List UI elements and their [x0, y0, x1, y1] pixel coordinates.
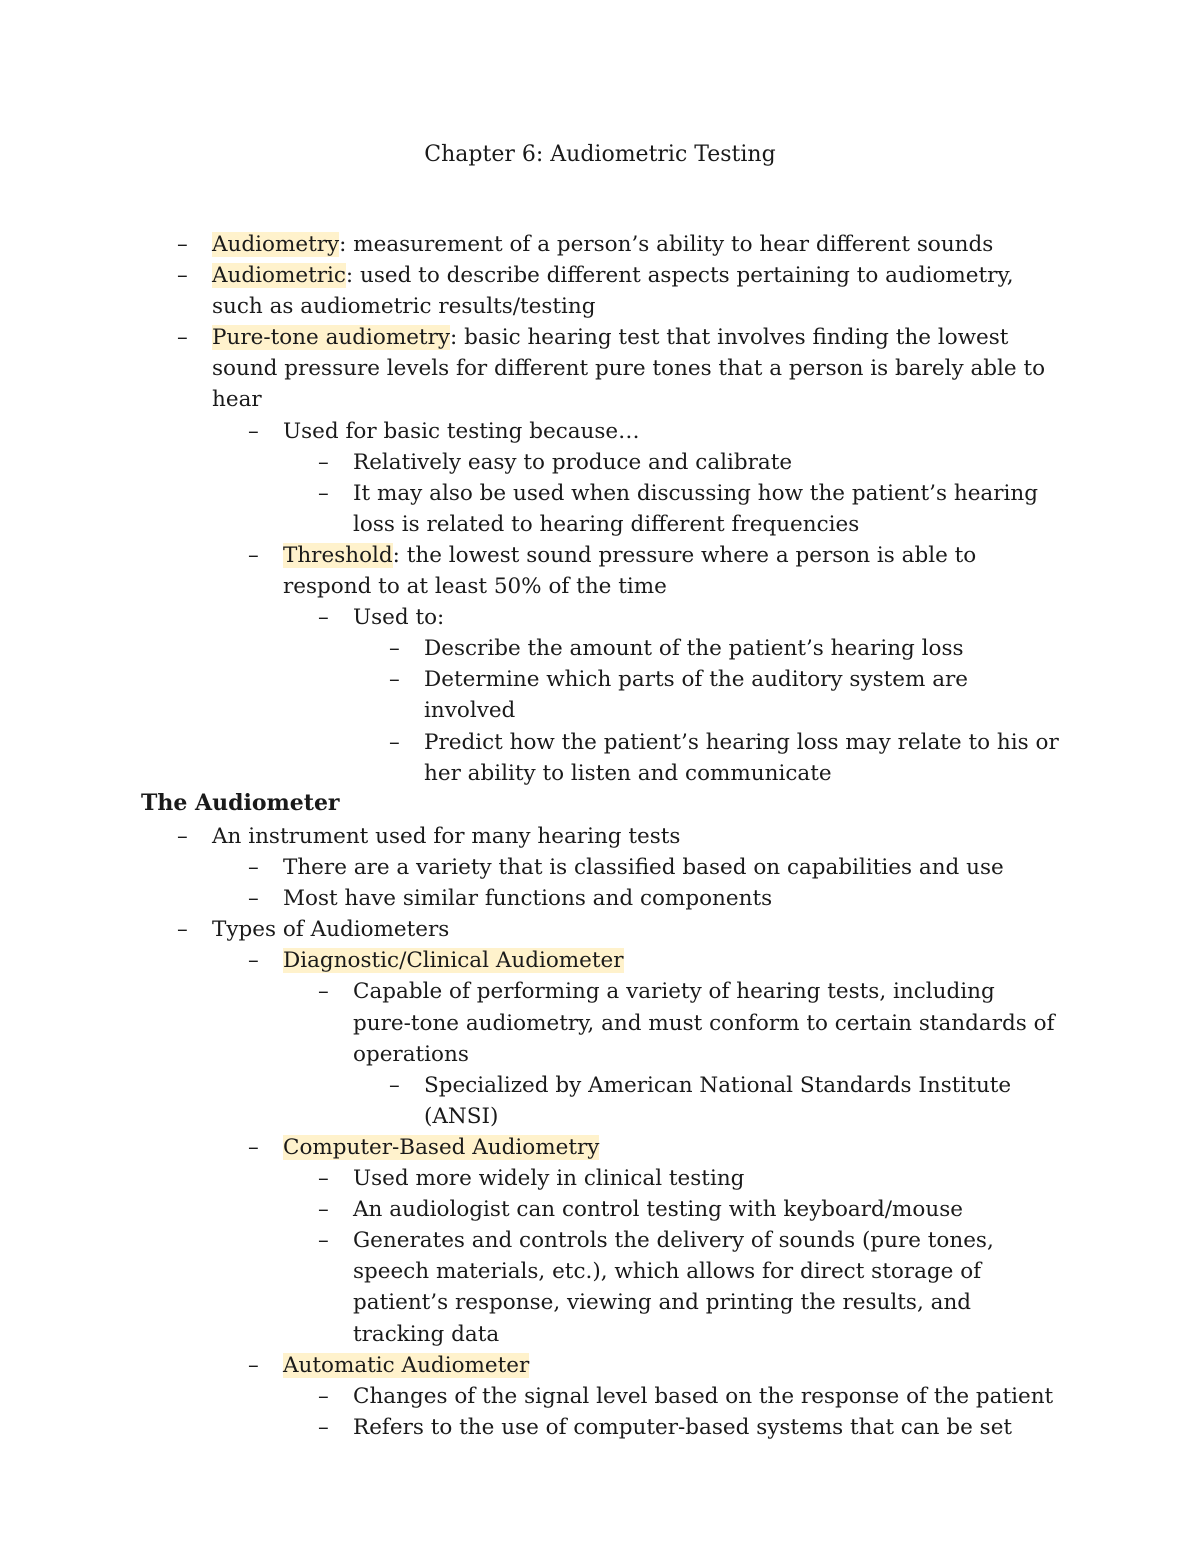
list-item [0, 416, 1200, 447]
list-dash: – [248, 1352, 259, 1378]
list-item [0, 1225, 1200, 1349]
list-item [0, 260, 1200, 322]
list-dash: – [318, 449, 329, 475]
list-dash: – [177, 917, 188, 943]
list-dash: – [389, 729, 400, 755]
highlighted-term: Audiometry [212, 232, 340, 257]
list-dash: – [318, 1383, 329, 1409]
list-item-text: Most have similar functions and components [283, 886, 773, 912]
list-item [0, 852, 1200, 883]
list-item [0, 664, 1200, 726]
highlighted-term: Diagnostic/Clinical Audiometer [283, 948, 624, 974]
list-item [0, 1412, 1200, 1443]
list-dash: – [389, 667, 400, 693]
list-item-text: Refers to the use of computer-based systems that can be set [353, 1414, 1013, 1440]
definition-text: : measurement of a person’s ability to hear different sounds [339, 232, 994, 257]
list-item [0, 727, 1200, 789]
list-dash: – [248, 542, 259, 568]
highlighted-term: Computer-Based Audiometry [283, 1134, 600, 1160]
list-dash: – [248, 948, 259, 974]
section-heading: The Audiometer [141, 790, 340, 816]
highlighted-term: Threshold [283, 542, 393, 568]
list-item [0, 602, 1200, 633]
audiometer-list [0, 821, 1200, 1443]
list-item-text: It may also be used when discussing how the patient’s hearing loss is related to hearing different frequencies [353, 480, 1039, 537]
list-item-text: Capable of performing a variety of hearing tests, including pure-tone audiometry, and must conform to certain standards of operations [353, 979, 1055, 1067]
list-item-text: Used more widely in clinical testing [353, 1166, 745, 1192]
highlighted-term: Pure-tone audiometry [212, 325, 450, 351]
list-dash: – [318, 1228, 329, 1254]
list-item-text: An instrument used for many hearing tests [212, 824, 681, 849]
list-item [0, 322, 1200, 415]
list-item [0, 478, 1200, 540]
list-item [0, 633, 1200, 664]
definition-text: : basic hearing test that involves finding the lowest sound pressure levels for different pure tones that a person is barely able to hear [212, 325, 1046, 413]
list-item [0, 1350, 1200, 1381]
list-item-text: Describe the amount of the patient’s hearing loss [424, 636, 964, 662]
list-dash: – [248, 886, 259, 912]
list-item [0, 976, 1200, 1069]
list-item [0, 883, 1200, 914]
list-item [0, 1381, 1200, 1412]
highlighted-term: Automatic Audiometer [283, 1352, 530, 1378]
page-title: Chapter 6: Audiometric Testing [424, 142, 776, 167]
list-item [0, 945, 1200, 976]
list-dash: – [318, 1166, 329, 1192]
list-item-text: Used to: [353, 605, 445, 631]
list-item [0, 1132, 1200, 1163]
list-dash: – [177, 824, 188, 849]
list-item [0, 1070, 1200, 1132]
list-dash: – [318, 1197, 329, 1223]
list-dash: – [248, 418, 259, 444]
list-item-text: Relatively easy to produce and calibrate [353, 449, 793, 475]
list-dash: – [177, 325, 188, 351]
list-item-text: An audiologist can control testing with keyboard/mouse [353, 1197, 963, 1223]
list-item [0, 1194, 1200, 1225]
list-item [0, 914, 1200, 945]
list-item-text: Changes of the signal level based on the response of the patient [353, 1383, 1054, 1409]
list-dash: – [177, 263, 188, 289]
list-item-text: There are a variety that is classified based on capabilities and use [283, 855, 1004, 881]
list-item-text: Generates and controls the delivery of sounds (pure tones, speech materials, etc.), which allows for direct storage of patient’s response, viewing and printing the results, and tracking data [353, 1228, 994, 1347]
list-dash: – [248, 1134, 259, 1160]
list-item [0, 447, 1200, 478]
list-dash: – [318, 480, 329, 506]
list-item [0, 229, 1200, 260]
list-dash: – [318, 979, 329, 1005]
highlighted-term: Audiometric [212, 263, 346, 289]
list-item-text: Determine which parts of the auditory system are involved [424, 667, 969, 724]
list-item-text: Predict how the patient’s hearing loss may relate to his or her ability to listen and communicate [424, 729, 1059, 786]
definition-text: : the lowest sound pressure where a person is able to respond to at least 50% of the time [283, 542, 977, 600]
list-dash: – [248, 855, 259, 881]
list-dash: – [389, 636, 400, 662]
list-item [0, 1163, 1200, 1194]
definition-text: : used to describe different aspects pertaining to audiometry, such as audiometric results/testing [212, 263, 1014, 320]
definitions-list [0, 229, 1200, 789]
list-item [0, 540, 1200, 602]
list-item [0, 821, 1200, 852]
list-dash: – [389, 1072, 400, 1098]
list-item-text: Types of Audiometers [212, 917, 450, 943]
list-dash: – [318, 1414, 329, 1440]
list-dash: – [177, 232, 188, 257]
list-item-text: Used for basic testing because… [283, 418, 640, 444]
list-dash: – [318, 605, 329, 631]
list-item-text: Specialized by American National Standards Institute (ANSI) [424, 1072, 1012, 1129]
